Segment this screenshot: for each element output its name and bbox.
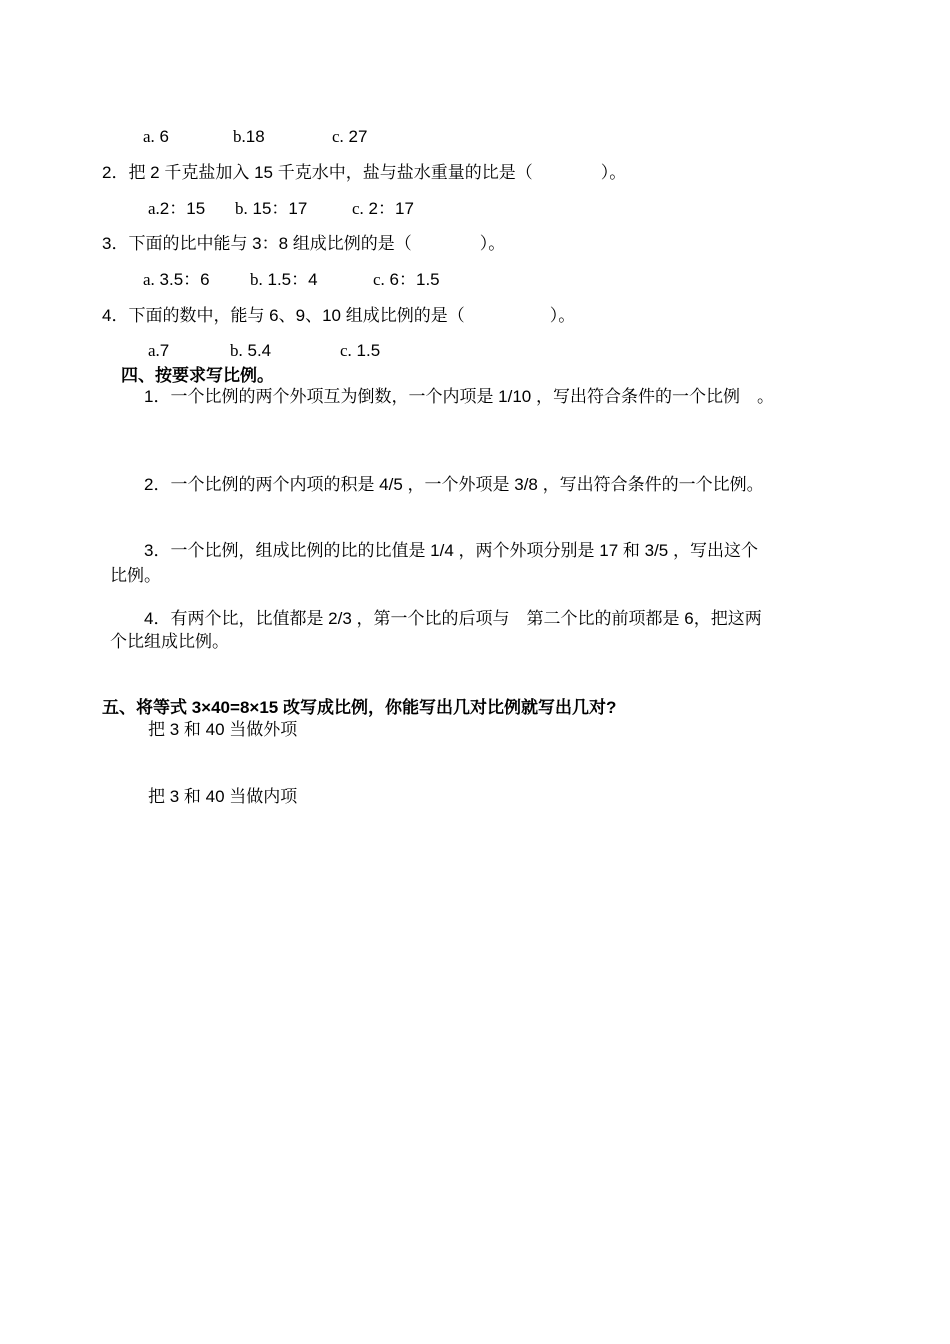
q3-option-a-letter: a.	[143, 270, 155, 289]
q1-option-c-letter: c.	[332, 127, 344, 146]
q4-option-c-letter: c.	[340, 341, 352, 360]
q2-option-a-value: 2：15	[159, 199, 206, 218]
q3-option-a-value: 3.5：6	[159, 270, 210, 289]
section-4-item-4-line-1: 4．有两个比，比值都是 2/3 ，第一个比的后项与 第二个比的前项都是 6，把这两	[144, 609, 762, 628]
q2-option-a-letter: a.	[148, 199, 160, 218]
q3-option-b-value: 1.5：4	[267, 270, 318, 289]
question-3-text: 3．下面的比中能与 3：8 组成比例的是（ ）。	[102, 234, 506, 253]
section-5-sub-2: 把 3 和 40 当做内项	[148, 787, 298, 806]
q1-option-c	[332, 126, 367, 148]
q4-option-b	[230, 340, 271, 362]
q1-option-c-value: 27	[348, 127, 368, 146]
section-4-item-3-line-2: 比例。	[110, 566, 161, 585]
q2-option-a	[148, 198, 205, 220]
q4-option-b-letter: b.	[230, 341, 243, 360]
question-4-text: 4．下面的数中，能与 6、9、10 组成比例的是（ ）。	[102, 306, 576, 325]
q2-option-b-value: 15：17	[252, 199, 308, 218]
section-4-item-2: 2．一个比例的两个内项的积是 4/5 ，一个外项是 3/8 ，写出符合条件的一个比例。	[144, 475, 764, 494]
q1-option-a	[143, 126, 169, 148]
q1-option-a-letter: a.	[143, 127, 155, 146]
q2-option-c	[352, 198, 414, 220]
q4-option-a-letter: a.	[148, 341, 160, 360]
q4-option-b-value: 5.4	[247, 341, 272, 360]
q2-option-c-letter: c.	[352, 199, 364, 218]
q3-option-c-value: 6：1.5	[389, 270, 440, 289]
section-4-heading: 四、按要求写比例。	[121, 366, 274, 385]
q1-option-b-value: 18	[245, 127, 265, 146]
q1-option-b	[233, 126, 265, 148]
section-4-item-1: 1．一个比例的两个外项互为倒数，一个内项是 1/10 ，写出符合条件的一个比例 。	[144, 387, 774, 406]
section-4-item-3-line-1: 3．一个比例，组成比例的比的比值是 1/4 ，两个外项分别是 17 和 3/5 ，写出这个	[144, 541, 758, 560]
q4-option-a	[148, 340, 169, 362]
q2-option-b-letter: b.	[235, 199, 248, 218]
q1-option-a-value: 6	[159, 127, 169, 146]
q4-option-c-value: 1.5	[356, 341, 381, 360]
q3-option-a	[143, 269, 210, 291]
q2-option-b	[235, 198, 307, 220]
section-5-heading: 五、将等式 3×40=8×15 改写成比例，你能写出几对比例就写出几对?	[102, 698, 617, 717]
q4-option-a-value: 7	[159, 341, 170, 360]
q3-option-b	[250, 269, 318, 291]
q2-option-c-value: 2：17	[368, 199, 414, 218]
q4-option-c	[340, 340, 380, 362]
q3-option-b-letter: b.	[250, 270, 263, 289]
question-2-text: 2．把 2 千克盐加入 15 千克水中，盐与盐水重量的比是（ ）。	[102, 163, 627, 182]
q3-option-c-letter: c.	[373, 270, 385, 289]
q3-option-c	[373, 269, 440, 291]
section-5-sub-1: 把 3 和 40 当做外项	[148, 720, 298, 739]
q1-option-b-letter: b.	[233, 127, 246, 146]
section-4-item-4-line-2: 个比组成比例。	[110, 632, 229, 651]
